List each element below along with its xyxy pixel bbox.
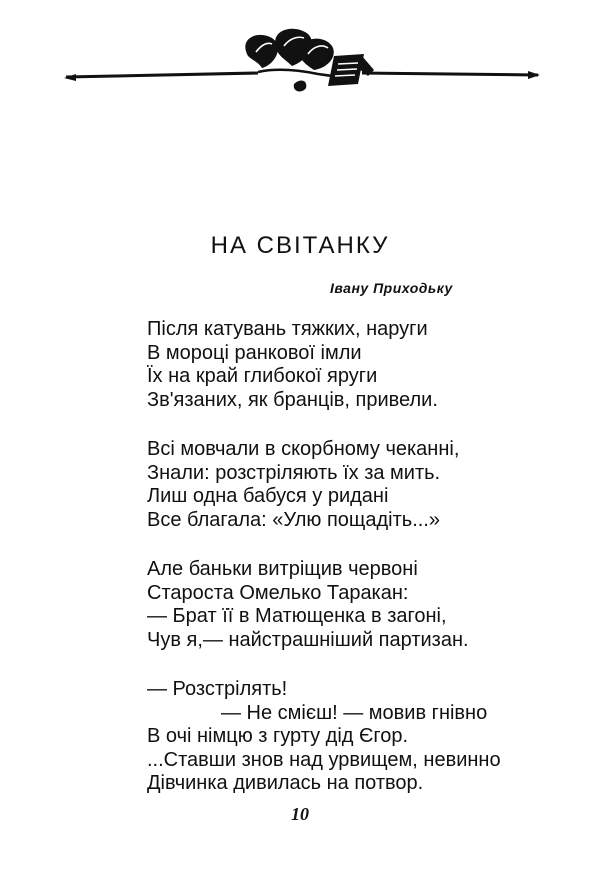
poem-line: — Не смієш! — мовив гнівно [221, 701, 488, 724]
poem-line: Староста Омелько Таракан: [147, 581, 409, 604]
poem-line: Всі мовчали в скорбному чеканні, [147, 438, 460, 460]
page-number: 10 [291, 804, 309, 824]
poem-line: Чув я,— найстрашніший партизан. [147, 628, 469, 651]
poem-line: Лиш одна бабуся у ридані [147, 485, 389, 507]
poem-line: Але баньки витріщив червоні [147, 558, 418, 580]
poem-line: В мороці ранкової імли [147, 341, 362, 364]
poem-dedication: Івану Приходьку [330, 280, 453, 296]
poem-line: — Розстрілять! [147, 678, 288, 700]
poem-line: Дівчинка дивилась на потвор. [147, 772, 424, 794]
poem-line: Після катувань тяжких, наруги [147, 318, 428, 340]
poem-line: ...Ставши знов над урвищем, невинно [147, 748, 501, 771]
stanza-3 [147, 558, 567, 652]
poem-line: Знали: розстріляють їх за мить. [147, 461, 441, 484]
poem-line: В очі німцю з гурту дід Єгор. [147, 725, 409, 747]
poem-line: Зв'язаних, як бранців, привели. [147, 388, 438, 411]
poem-line: — Брат її в Матющенка в загоні, [147, 605, 447, 627]
poem-title: НА СВІТАНКУ [210, 232, 390, 259]
poem-line: Все благала: «Улю пощадіть...» [147, 508, 440, 531]
stanza-2 [147, 438, 567, 532]
poem-line: Їх на край глибокої яруги [147, 365, 378, 387]
stanza-1 [147, 318, 567, 412]
stanza-4 [147, 678, 567, 796]
laurel-branch-ornament-icon [62, 26, 542, 106]
poem-body [147, 318, 567, 822]
